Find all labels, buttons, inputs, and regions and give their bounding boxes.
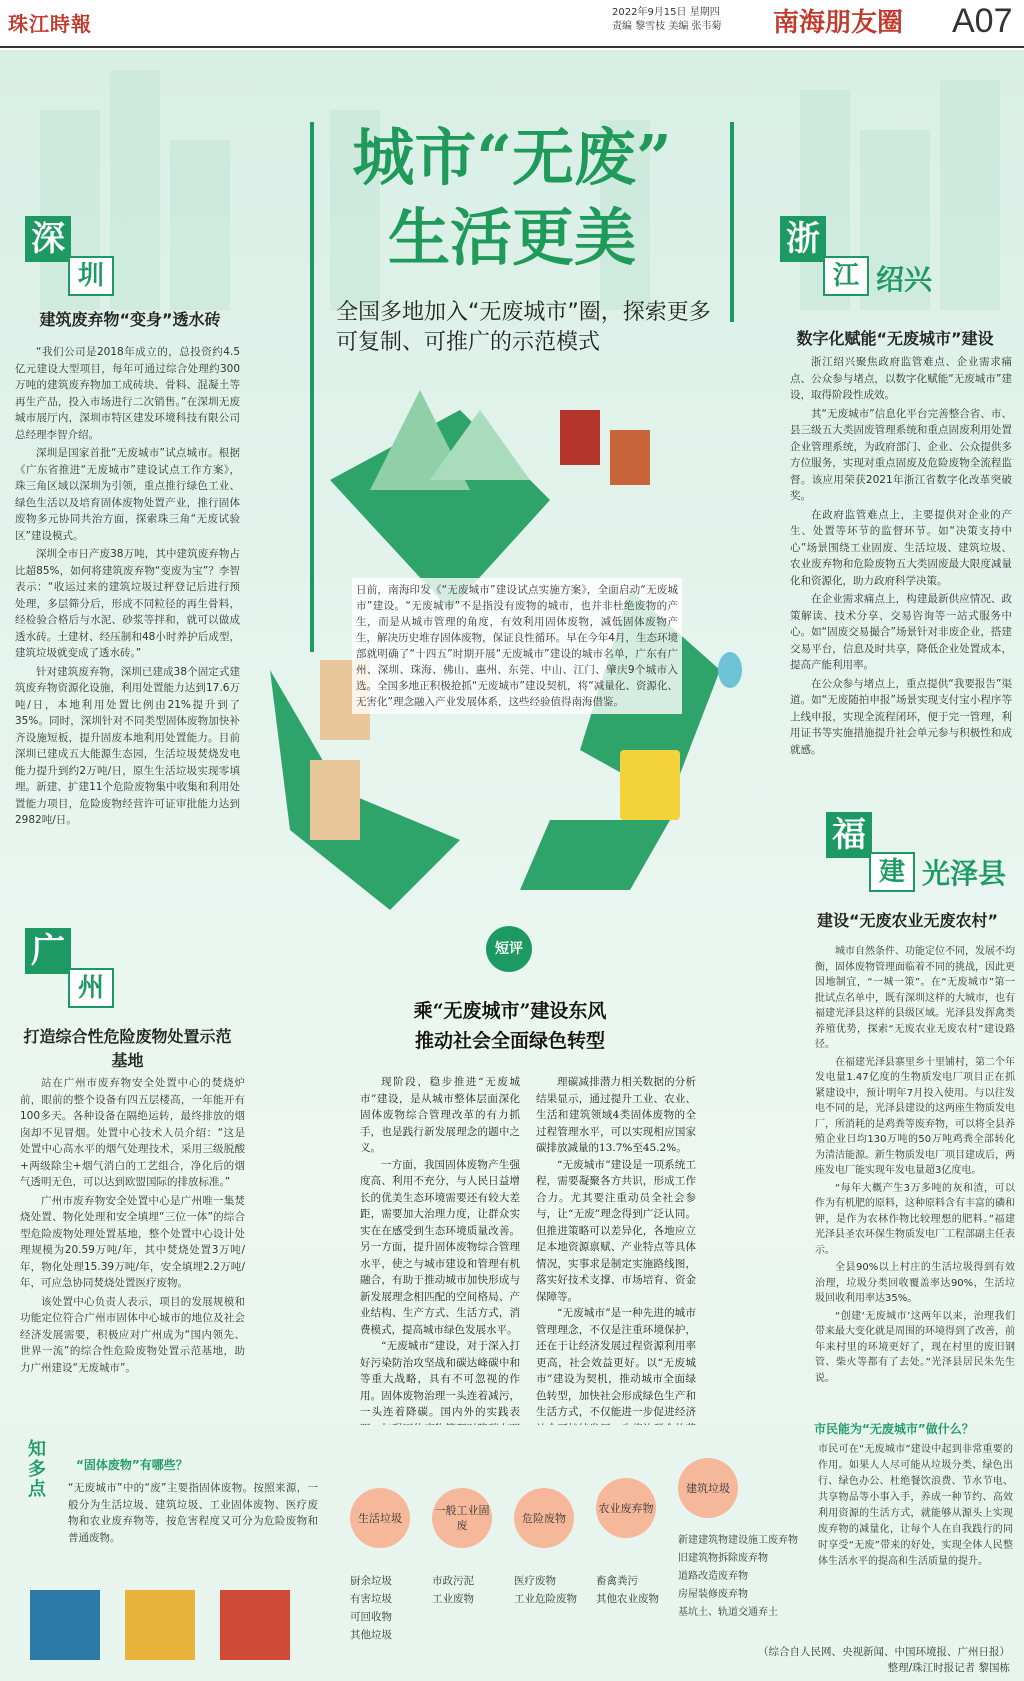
title-line-2: 生活更美 [387,201,636,274]
date-text: 2022年9月15日 星期四 [612,7,720,18]
commentary-title-line-2: 推动社会全面绿色转型 [414,1030,605,1052]
paragraph: “创建‘无废城市’这两年以来，治理我们带来最大变化就是周围的环境得到了改善，前年来村里的环境更好了，现在村里的废旧钢管、柴火等都有了去处。”光泽县居民朱先生说。 [815,1310,1015,1384]
paragraph: 该处置中心负责人表示，项目的发展规模和功能定位符合广州市固体中心城市的地位及社会经济发展需要，积极应对广州成为“国内领先、世界一流”的综合性危险废物处置示范基地，助力广州建设“无废城市”。 [20,1295,245,1374]
hazard-bin-icon [220,1590,290,1660]
recycle-bin-icon [125,1590,195,1660]
paragraph: “我们公司是2018年成立的，总投资约4.5亿元建设大型项目，每年可通过综合处理约300万吨的建筑废弃物加工成砖块、骨料、混凝土等再生产品，投入市场进行二次销售。”在深圳无废城市展厅内，深圳市特区建发环境科技有限公司总经理李智介绍。 [15,346,240,441]
category-item: 可回收物 [350,1611,392,1623]
paragraph: 在企业需求痛点上，构建最新供应情况、政策解读、技术分享、交易咨询等一站式服务中心。如“固废交易撮合”场景针对非废企业，搭建交易平台，信息及时共享，降低企业处置成本，提高产能利用率。 [790,593,1012,671]
paragraph: 其“无废城市”信息化平台完善整合省、市、县三级五大类固废管理系统和重点固废利用处置企业管理系统，为政府部门、企业、公众提供多方位服务，实现对重点固废及危险废物全流程监督。该应用荣获2021年浙江省数字化改革突破奖。 [790,407,1012,502]
paragraph: 城市自然条件、功能定位不同，发展不均衡，固体废物管理面临着不同的挑战，因此更因地制宜，“一城一策”。在“无废城市”第一批试点名单中，既有深圳这样的大城市，也有福建光泽县这样的县级区域。光泽县发挥禽类养殖优势，探索“无废农业无废农村”建设路径。 [815,946,1015,1050]
footer-source: （综合自人民网、央视新闻、中国环境报、广州日报） [758,1646,1010,1658]
paragraph: 站在广州市废弃物安全处置中心的焚烧炉前，眼前的整个设备有四五层楼高，一年能开有100多天。各种设备在隔绝运转，最终排放的烟囱却不见冒烟。处置中心技术人员介绍：“这是处置中心高水平的烟气处理技术，采用三级脱酸+两级除尘+烟气消白的工艺组合，净化后的烟气透明无色，可以达到欧盟国际的排放标准。” [20,1077,245,1188]
fujian-article [815,944,1015,1388]
title-pole-right [730,122,734,322]
category-items [350,1572,392,1644]
category-bubble: 危险废物 [514,1488,574,1548]
paragraph: 在福建光泽县寨里乡十里铺村，第二个年发电量1.47亿度的生物质发电厂项目正在抓紧建设中，预计明年7月投入使用。与以往发电不同的是，光泽县建设的这两座生物质发电厂，所消耗的是鸡粪等废弃物，可以将全县养殖企业日均130万吨的50万吨鸡粪全部转化为清洁能源。新生物质发电厂项目建成后，两座发电厂能实现年发电量超3亿度电。 [815,1056,1015,1176]
recyclable-bin-icon [30,1590,100,1660]
category-item: 畜禽粪污 [596,1575,638,1587]
category-item: 基坑土、轨道交通弃土 [678,1607,778,1618]
category-bubble: 农业废弃物 [596,1478,656,1538]
category-bubble: 建筑垃圾 [678,1458,738,1518]
recycle-arrow-bottom [520,820,670,890]
category-items [432,1572,474,1608]
paragraph: “每年大概产生3万多吨的灰和渣，可以作为有机肥的原料，这种原料含有丰富的磷和钾，是作为农林作物比较理想的肥料。”福建光泽县圣农环保生物质发电厂工程部副主任表示。 [815,1182,1015,1256]
paragraph: 深圳全市日产废38万吨，其中建筑废弃物占比超85%，如何将建筑废弃物“变废为宝”？李智表示：“收运过来的建筑垃圾过秤登记后进行预处理，多层筛分后，形成不同粒径的再生骨料，经检验合格后与水泥、砂浆等拌和，就可以做成透水砖。土建材、经压制和48小时养护后成型，建筑垃圾就变成了透水砖。” [15,548,240,659]
category-items [514,1572,577,1608]
newspaper-logo: 珠江時報 [8,12,92,36]
category-item: 医疗废物 [514,1575,556,1587]
guangzhou-badge-big: 广 [25,928,71,974]
zhejiang-badge-big: 浙 [780,216,826,262]
category-item: 其他农业废物 [596,1593,659,1605]
paragraph: 现阶段，稳步推进“无废城市”建设，是从城市整体层面深化固体废物综合管理改革的有力抓手，也是践行新发展理念的题中之义。 [360,1076,520,1154]
paragraph: 全县90%以上村庄的生活垃圾得到有效治理，垃圾分类回收覆盖率达90%，生活垃圾回收利用率达35%。 [815,1262,1015,1304]
paragraph: “无废城市”建设是一项系统工程，需要凝聚各方共识，形成工作合力。尤其要注重动员全社会参与，让“无废”理念得到广泛认同。但推进策略可以差异化，各地应立足本地资源禀赋、产业特点等具体情况，实事求是制定实施路线图，落实好技术支撑、市场培育、资金保障等。 [536,1158,696,1303]
knowledge-question-2: 市民能为“无废城市”做什么？ [814,1422,974,1436]
paragraph: 针对建筑废弃物，深圳已建成38个固定式建筑废弃物资源化设施，利用处置能力达到17.6万吨/日，本地利用处置比例由21%提升到了35%。同时，深圳针对不同类型固体废物加快补齐设施短板，提升固废本地利用处置能力。目前深圳已建成五大能源生态园，生活垃圾焚烧发电能力提升到约2万吨/日，原生生活垃圾实现零填埋。新建、扩建11个危险废物集中收集和利用处置能力项目，危险废物经营许可证审批能力达到2982吨/日。 [15,665,240,826]
shenzhen-article [15,344,240,831]
fujian-badge-small: 建 [869,852,915,892]
trash-bins-illustration [30,1570,310,1660]
category-bubble: 一般工业固废 [432,1488,492,1548]
dateline [612,6,752,34]
knowledge-label: 知多点 [28,1439,46,1500]
paragraph: 浙江绍兴聚焦政府监管难点、企业需求痛点、公众参与堵点，以数字化赋能“无废城市”建设，取得阶段性成效。 [790,356,1012,401]
section-title: 南海朋友圈 [773,8,904,38]
shenzhen-badge-big: 深 [25,216,71,262]
paragraph: 理碳减排潜力相关数据的分析结果显示，通过提升工业、农业、生活和建筑领域4类固体废物的全过程管理水平，可以实现相应国家碳排放减量的13.7%至45.2%。 [536,1076,696,1154]
footer-credits [700,1644,1010,1676]
knowledge-question-1: “固体废物”有哪些？ [76,1458,188,1472]
guangzhou-heading: 打造综合性危险废物处置示范基地 [23,1027,232,1070]
fujian-heading: 建设“无废农业无废农村” [816,911,999,930]
guangzhou-badge-small: 州 [68,968,114,1008]
commentary-column-2 [536,1074,696,1470]
category-items [678,1532,798,1622]
knowledge-answer-1: “无废城市”中的“废”主要指固体废物。按照来源，一般分为生活垃圾、建筑垃圾、工业固体废物、医疗废物和农业废弃物等，按危害程度又可分为危险废物和普通废物。 [68,1482,318,1544]
subtitle: 全国多地加入“无废城市”圈，探索更多可复制、可推广的示范模式 [336,300,711,355]
category-item: 新建建筑物建设施工废弃物 [678,1535,798,1546]
commentary-badge: 短评 [486,926,532,972]
category-bubble: 生活垃圾 [350,1488,410,1548]
main-title [250,118,774,278]
footer-editor: 整理/珠江时报记者 黎国栋 [887,1662,1010,1674]
category-item: 工业危险废物 [514,1593,577,1605]
fujian-city-name: 光泽县 [922,857,1007,890]
category-items [596,1572,659,1608]
waste-category-diagram [350,1481,800,1658]
commentary-column-1 [360,1074,520,1470]
zhejiang-badge-small: 江 [823,256,869,296]
center-article: 日前，南海印发《“无废城市”建设试点实施方案》，全面启动“无废城市”建设。“无废城市”不是指没有废物的城市，也并非杜绝废物的产生，而是从城市管理的角度，有效利用固体废物，减低固体废物产生，解决历史堆存固体废物，保证良性循环。早在今年4月，生态环境部就明确了“十四五”时期开展“无废城市”建设的城市名单，广东有广州、深圳、珠海、佛山、惠州、东莞、中山、江门、肇庆9个城市入选。全国多地正积极抢抓“无废城市”建设契机，将“减量化、资源化、无害化”理念融入产业发展体系，这些经验值得南海借鉴。 [352,578,682,714]
paragraph: 一方面，我国固体废物产生强度高、利用不充分，与人民日益增长的优美生态环境需要还有较大差距，需要加大治理力度，让群众实实在在感受到生态环境质量改善。另一方面，提升固体废物综合管理水平，使之与城市建设和管理有机融合，有助于推动城市加快形成与新发展理念相匹配的空间格局、产业结构、生产方式、生活方式，消费模式，提高城市绿色发展水平。 [360,1158,520,1336]
recycle-bin-icon [620,750,680,820]
category-item: 道路改造废弃物 [678,1571,748,1582]
paragraph: 在公众参与堵点上，重点提供“我要报告”渠道。如“无废随拍申报”场景实现支付宝小程序等上线申报，实现全流程闭环，便于完一管理，利用证书等实施措施提升社会单元参与积极性和成就感。 [790,677,1012,756]
editors-text: 责编 黎雪枝 美编 张韦菊 [612,21,722,32]
category-item: 市政污泥 [432,1575,474,1587]
zhejiang-heading: 数字化赋能“无废城市”建设 [796,329,994,348]
knowledge-answer-2: 市民可在“无废城市”建设中起到非常重要的作用。如果人人尽可能从垃圾分类、绿色出行、绿色办公、杜绝餐饮浪费、节水节电、共享物品等小事入手，养成一种节约、高效利用资源的生活方式，就能够从源头上实现废弃物的减量化，让每个人在自我践行的同时享受“无废”带来的好处，实现全体人民整体生活水平的提高和生活质量的提升。 [818,1444,1013,1567]
zhejiang-article [790,354,1012,760]
category-item: 厨余垃圾 [350,1575,392,1587]
shenzhen-badge-small: 圳 [68,256,114,296]
paragraph: 深圳是国家首批“无废城市”试点城市。根据《广东省推进“无废城市”建设试点工作方案》，珠三角区域以深圳为引领，重点推行绿色工业、绿色生活以及培育固体废物处置产业，推行固体废物多元协同共治方面，探索珠三角“无废试验区”建设模式。 [15,447,240,542]
paragraph: “无废城市”是一种先进的城市管理理念，不仅是注重环境保护，还在于让经济发展过程资源利用率更高，社会效益更好。以“无废城市”建设为契机，推动城市全面绿色转型，加快社会形成绿色生产和生活方式，不仅能进一步促进经济 [536,1307,696,1418]
category-item: 房屋装修废弃物 [678,1589,748,1600]
category-item: 有害垃圾 [350,1593,392,1605]
paragraph: 在政府监管难点上，主要提供对企业的产生、处置等环节的监督环节。如“决策支持中心”场景围绕工业固废、生活垃圾、建筑垃圾、农业废弃物和危险废物五大类固废最大限度减量化和资源化，助力政府科学决策。 [790,508,1012,587]
paragraph: “无废城市”建设，对于深入打好污染防治攻坚战和碳达峰碳中和等重大战略，具有不可忽视的作用。固体废物治理一头连着减污，一头连着降碳。国内外的实践表 [360,1340,520,1418]
fujian-badge-big: 福 [826,812,872,858]
water-drop-icon [718,652,742,688]
category-item: 旧建筑物拆除废弃物 [678,1553,768,1564]
paragraph: 广州市废弃物安全处置中心是广州唯一集焚烧处置、物化处理和安全填埋“三位一体”的综合型危险废物处理处置基地，整个处置中心设计处理规模为20.59万吨/年，其中焚烧处置3万吨/年，物化处理15.39万吨/年，安全填埋2.2万吨/年，可应急协同焚烧处置医疗废物。 [20,1194,245,1289]
commentary-title [380,996,640,1056]
title-line-1: 城市“无废” [352,121,672,194]
page-number: A07 [952,2,1013,40]
category-item: 工业废物 [432,1593,474,1605]
category-item: 其他垃圾 [350,1629,392,1641]
zhejiang-city-name: 绍兴 [876,263,933,296]
commentary-title-line-1: 乘“无废城市”建设东风 [413,1000,607,1022]
guangzhou-article [20,1075,245,1378]
shenzhen-heading: 建筑废弃物“变身”透水砖 [39,310,221,329]
